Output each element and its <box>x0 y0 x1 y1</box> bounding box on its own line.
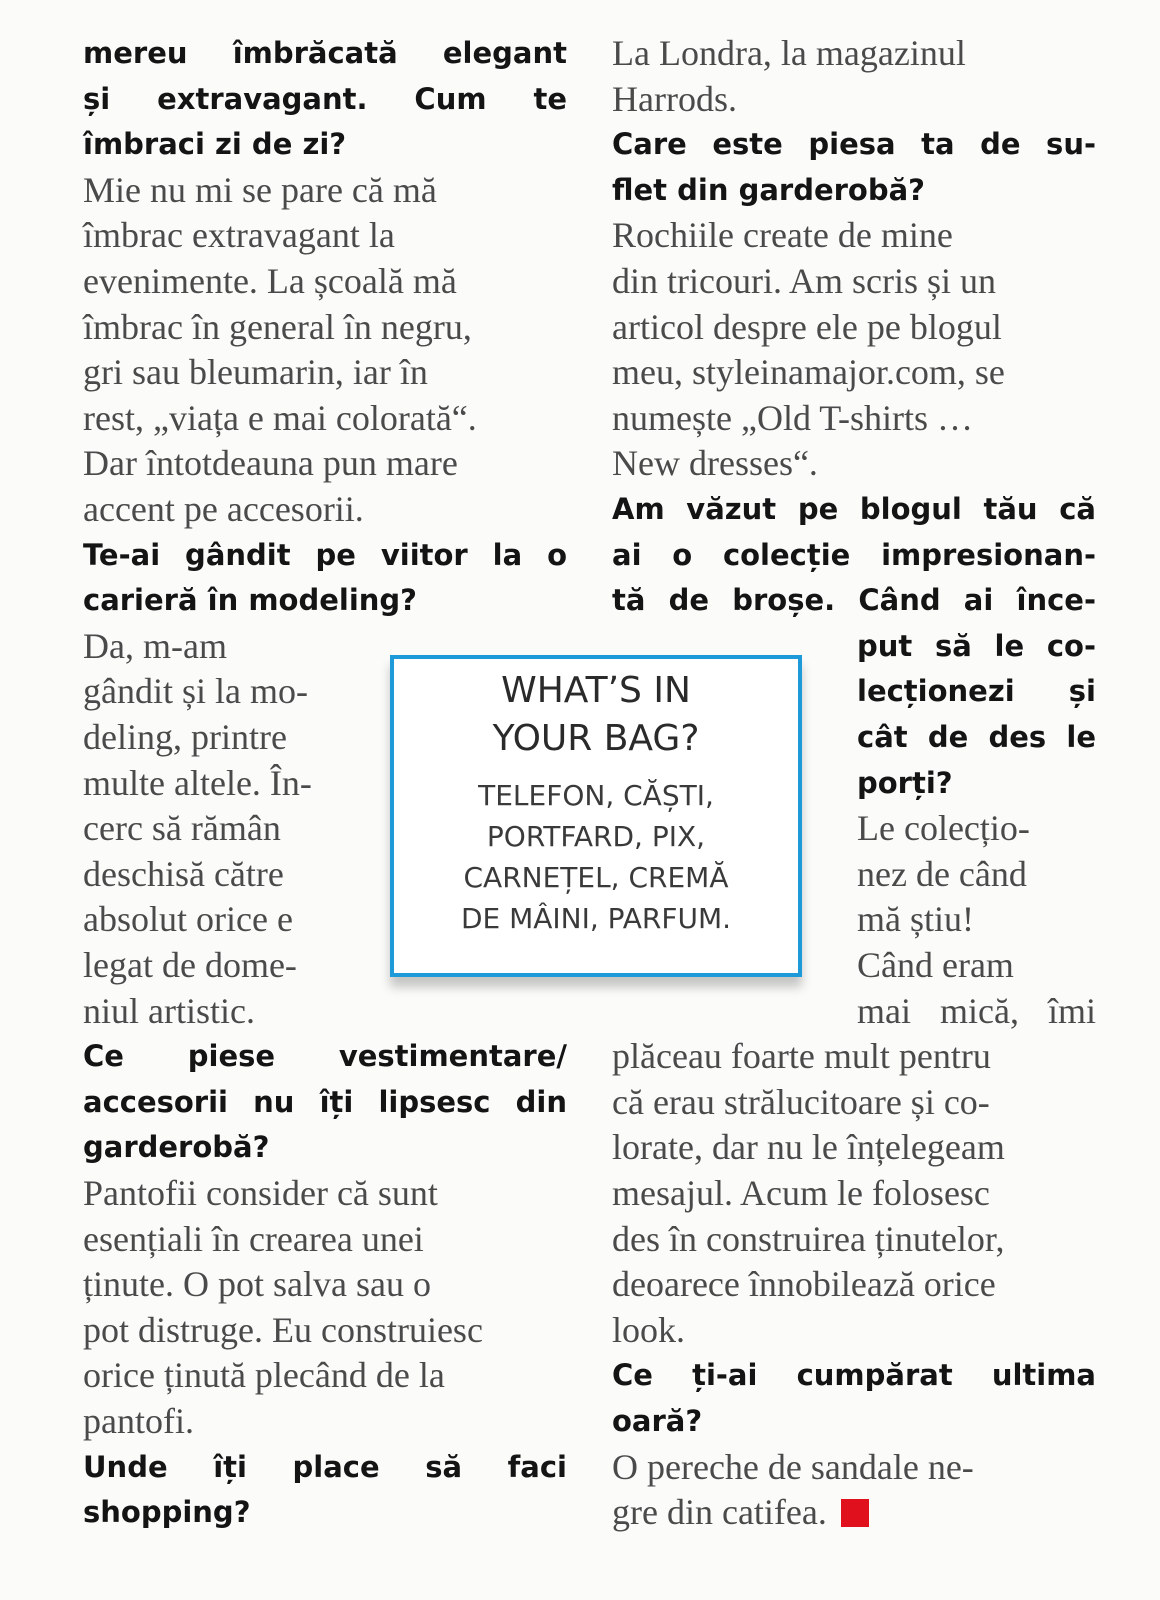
line-text: articol despre ele pe blogul <box>612 306 1002 347</box>
question-line <box>612 532 1096 578</box>
line-text: porți? <box>857 765 953 800</box>
line-text: New dresses“. <box>612 443 818 484</box>
line-text: Rochiile create de mine <box>612 215 953 256</box>
line-text: Mie nu mi se pare că mă <box>83 169 437 210</box>
question-line <box>612 1352 1096 1398</box>
box-body-line: DE MÂINI, PARFUM. <box>460 902 732 935</box>
answer-line <box>612 76 1096 122</box>
answer-line <box>612 1261 1096 1307</box>
line-text: evenimente. La școală mă <box>83 261 457 301</box>
line-text: gre din catifea. <box>612 1492 827 1533</box>
question-line <box>83 1124 567 1170</box>
line-text: deling, printre <box>83 717 287 757</box>
end-of-article-square-icon <box>841 1499 869 1527</box>
question-line <box>83 1033 567 1079</box>
question-line <box>857 623 1096 669</box>
answer-line <box>612 1170 1096 1216</box>
answer-line <box>612 440 1096 486</box>
answer-line <box>612 30 1096 76</box>
line-text: că erau strălucitoare și co- <box>612 1081 990 1122</box>
line-text: Am văzut pe blogul tău că <box>612 492 1096 526</box>
line-text: din tricouri. Am scris și un <box>612 261 996 301</box>
answer-line <box>83 760 358 806</box>
line-text: Ce ți-ai cumpărat ultima <box>612 1358 1096 1393</box>
line-text: Dar întotdeauna pun mare <box>83 443 458 484</box>
answer-line <box>83 714 358 760</box>
question-line <box>83 1489 567 1535</box>
box-body-line: TELEFON, CĂȘTI, <box>478 779 714 812</box>
line-text: shopping? <box>83 1495 251 1530</box>
answer-line <box>83 896 358 942</box>
line-text: gri sau bleumarin, iar în <box>83 352 428 393</box>
answer-line <box>83 668 358 714</box>
line-text: cât de des le <box>857 720 1096 754</box>
answer-line <box>612 304 1096 350</box>
line-text: des în construirea ținutelor, <box>612 1218 1005 1259</box>
answer-line <box>612 1216 1096 1262</box>
answer-line <box>83 167 567 213</box>
answer-line <box>83 805 358 851</box>
answer-line <box>83 988 358 1034</box>
question-line <box>83 532 567 578</box>
line-text: esențiali în crearea unei <box>83 1218 424 1259</box>
answer-line <box>83 623 358 669</box>
line-text: deschisă către <box>83 853 284 894</box>
answer-line <box>612 395 1096 441</box>
line-text: pot distruge. Eu construiesc <box>83 1309 483 1350</box>
question-line <box>612 577 1096 623</box>
answer-line <box>83 1170 567 1216</box>
answer-line <box>857 896 1096 942</box>
line-text: cerc să rămân <box>83 808 281 849</box>
line-text: gândit și la mo- <box>83 671 308 712</box>
answer-line <box>83 851 358 897</box>
question-line <box>857 714 1096 760</box>
line-text: îmbraci zi de zi? <box>83 127 347 162</box>
line-text: mesajul. Acum le folosesc <box>612 1173 990 1213</box>
box-title-line: YOUR BAG? <box>492 718 700 759</box>
question-line <box>83 76 567 122</box>
line-text: oară? <box>612 1404 703 1438</box>
line-text: O pereche de sandale ne- <box>612 1446 974 1487</box>
answer-line <box>857 851 1096 897</box>
answer-line <box>612 258 1096 304</box>
answer-line <box>83 258 567 304</box>
line-text: lorate, dar nu le înțelegeam <box>612 1127 1005 1168</box>
answer-line <box>612 1033 1096 1079</box>
question-line <box>857 668 1096 714</box>
question-line <box>612 167 1096 213</box>
line-text: mereu îmbrăcată elegant <box>83 36 567 70</box>
question-line <box>83 1444 567 1490</box>
line-text: Harrods. <box>612 78 737 119</box>
line-text: plăceau foarte mult pentru <box>612 1036 991 1077</box>
answer-line <box>857 942 1096 988</box>
line-text: ai o colecție impresionan- <box>612 537 1096 572</box>
answer-line <box>857 988 1096 1034</box>
line-text: garderobă? <box>83 1130 270 1165</box>
line-text: ținute. O pot salva sau o <box>83 1264 431 1305</box>
line-text: accesorii nu îți lipsesc din <box>83 1084 567 1119</box>
box-body-line: PORTFARD, PIX, <box>486 820 706 853</box>
line-text: Ce piese vestimentare/ <box>83 1039 567 1074</box>
answer-line <box>83 440 567 486</box>
answer-line <box>612 1124 1096 1170</box>
line-text: legat de dome- <box>83 945 297 985</box>
line-text: mai mică, îmi <box>857 990 1096 1031</box>
answer-line <box>83 486 567 532</box>
line-text: niul artistic. <box>83 990 255 1031</box>
answer-line <box>83 1352 567 1398</box>
line-text: multe altele. În- <box>83 762 312 803</box>
line-text: pantofi. <box>83 1401 194 1441</box>
line-text: Unde îți place să faci <box>83 1449 567 1484</box>
answer-line <box>83 304 567 350</box>
line-text: îmbrac extravagant la <box>83 215 395 256</box>
line-text: Le colecțio- <box>857 808 1030 849</box>
question-line <box>83 1079 567 1125</box>
question-line <box>612 121 1096 167</box>
line-text: look. <box>612 1309 686 1350</box>
line-text: nez de când <box>857 853 1027 894</box>
line-text: deoarece înnobilează orice <box>612 1264 996 1305</box>
answer-line <box>612 1489 1096 1535</box>
line-text: mă știu! <box>857 899 974 940</box>
line-text: La Londra, la magazinul <box>612 33 966 73</box>
line-text: orice ținută plecând de la <box>83 1355 445 1396</box>
question-line <box>612 1398 1096 1444</box>
answer-line <box>83 1216 567 1262</box>
answer-line <box>612 212 1096 258</box>
answer-line <box>612 349 1096 395</box>
question-line <box>83 121 567 167</box>
box-title-line: WHAT’S IN <box>501 670 691 711</box>
answer-line <box>83 942 358 988</box>
answer-line <box>83 1398 567 1444</box>
answer-line <box>83 1261 567 1307</box>
line-text: accent pe accesorii. <box>83 489 364 529</box>
answer-line <box>612 1444 1096 1490</box>
answer-line <box>83 1307 567 1353</box>
line-text: și extravagant. Cum te <box>83 81 567 116</box>
question-line <box>83 577 567 623</box>
line-text: Care este piesa ta de su- <box>612 127 1096 162</box>
line-text: rest, „viața e mai colorată“. <box>83 397 477 438</box>
question-line <box>612 486 1096 532</box>
line-text: Pantofii consider că sunt <box>83 1173 438 1213</box>
line-text: meu, styleinamajor.com, se <box>612 352 1005 393</box>
line-text: Când eram <box>857 945 1014 985</box>
line-text: Da, m-am <box>83 625 227 666</box>
answer-line <box>83 395 567 441</box>
line-text: absolut orice e <box>83 899 293 940</box>
line-text: flet din garderobă? <box>612 172 925 207</box>
line-text: lecționezi și <box>857 674 1096 709</box>
line-text: numește „Old T-shirts … <box>612 397 973 438</box>
whats-in-your-bag-box <box>390 655 802 977</box>
line-text: carieră în modeling? <box>83 583 417 618</box>
answer-line <box>612 1079 1096 1125</box>
answer-line <box>83 212 567 258</box>
answer-line <box>857 805 1096 851</box>
answer-line <box>612 1307 1096 1353</box>
box-body-line: CARNEȚEL, CREMĂ <box>463 861 729 894</box>
line-text: tă de broșe. Când ai înce- <box>612 583 1096 618</box>
answer-line <box>83 349 567 395</box>
line-text: Te-ai gândit pe viitor la o <box>83 537 567 572</box>
line-text: put să le co- <box>857 628 1096 663</box>
question-line <box>83 30 567 76</box>
question-line <box>857 760 1096 806</box>
line-text: îmbrac în general în negru, <box>83 306 472 347</box>
